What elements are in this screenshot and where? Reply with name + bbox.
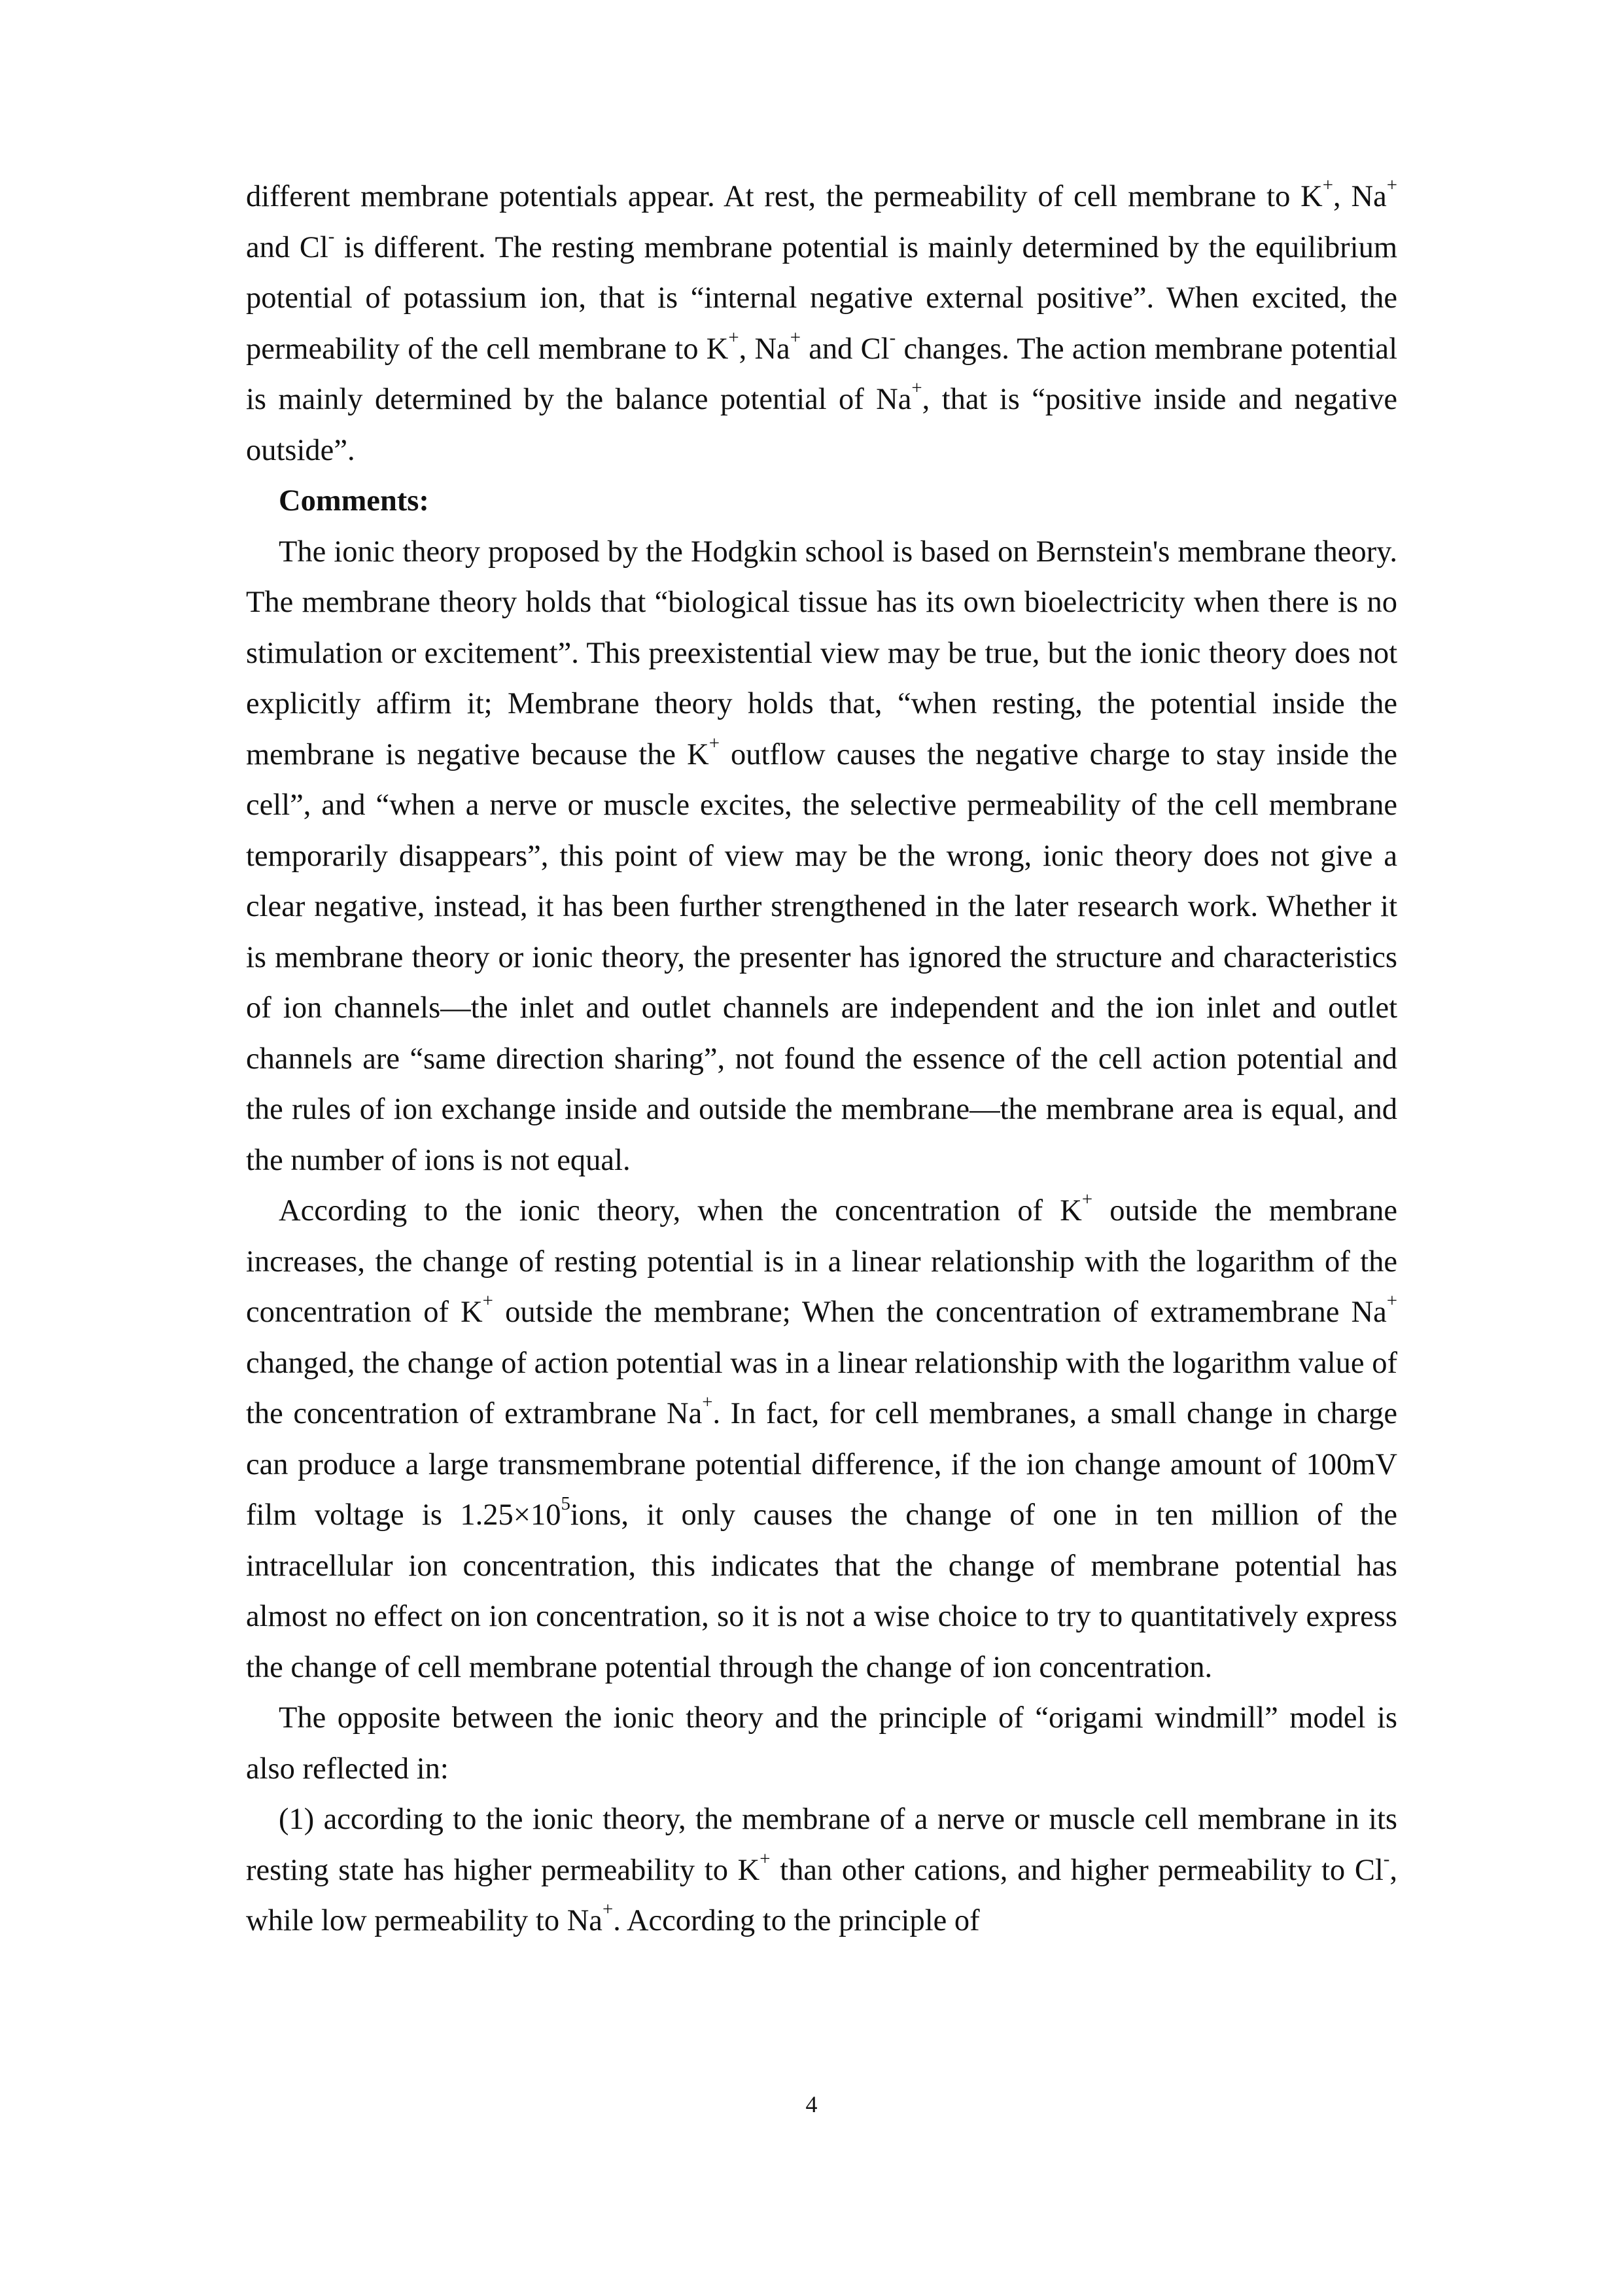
- text-run: , Na: [1333, 180, 1387, 213]
- paragraph-origami-windmill-opposite: The opposite between the ionic theory and the principle of “origami windmill” model is also reflected in:: [246, 1701, 1397, 1786]
- superscript-charge: +: [759, 1848, 771, 1869]
- text-run: than other cations, and higher permeability to Cl: [770, 1853, 1384, 1887]
- text-run: and Cl: [246, 230, 328, 264]
- text-run: , that is “positive inside and negative outside”.: [246, 383, 1397, 467]
- text-run: . In fact, for cell membranes, a small change in charge can produce a large transmembrane potential difference, if the ion change amount of 100mV film voltage is 1.25×10: [246, 1397, 1397, 1532]
- text-run: According to the ionic theory, when the concentration of K: [279, 1194, 1082, 1227]
- text-run: changes. The action membrane potential is mainly determined by the balance potential of Na: [246, 332, 1397, 416]
- text-run: (1) according to the ionic theory, the membrane of a nerve or muscle cell membrane in its resting state has higher permeability to K: [246, 1803, 1397, 1887]
- text-run: and Cl: [800, 332, 890, 366]
- superscript-charge: -: [889, 327, 896, 348]
- text-run: . According to the principle of: [613, 1904, 980, 1937]
- page-number: 4: [805, 2091, 818, 2117]
- superscript-charge: +: [1322, 174, 1334, 196]
- text-run: , while low permeability to Na: [246, 1853, 1397, 1937]
- text-run: changed, the change of action potential was in a linear relationship with the logarithm value of the concentration of extrambrane Na: [246, 1346, 1397, 1430]
- paragraph-ionic-theory-origin-text: The ionic theory proposed by the Hodgkin school is based on Bernstein's membrane theory. The membrane theory holds that “biological tissue has its own bioelectricity when there is no stimulation or excitement”. This preexistential view may be true, but the ionic theory does not explicitly affirm it; Membrane theory holds that, “when resting, the potential inside the membrane is negative because the K: [246, 535, 1397, 771]
- superscript-charge: +: [1386, 174, 1397, 196]
- paragraph-concentration-logarithm: [246, 1186, 1397, 1693]
- paragraph-ionic-theory-origin-tail: outflow causes the negative charge to stay inside the cell”, and “when a nerve or muscle excites, the selective permeability of the cell membrane temporarily disappears”, this point of view may be the wrong, ionic theory does not give a clear negative, instead, it has been further strengthened in the later research work. Whether it is membrane theory or ionic theory, the presenter has ignored the structure and characteristics of ion channels—the inlet and outlet channels are independent and the ion inlet and outlet channels are “same direction sharing”, not found the essence of the cell action potential and the rules of ion exchange inside and outside the membrane—the membrane area is equal, and the number of ions is not equal.: [246, 737, 1397, 1177]
- superscript-charge: -: [1383, 1848, 1390, 1869]
- superscript-charge: +: [728, 327, 739, 348]
- superscript-charge: +: [702, 1391, 713, 1413]
- superscript-charge: +: [602, 1898, 614, 1920]
- superscript-charge: 5: [561, 1492, 570, 1514]
- text-run: ions, it only causes the change of one in ten million of the intracellular ion concentration, this indicates that the change of membrane potential has almost no effect on ion concentration, so it is not a wise choice to try to quantitatively express the change of cell membrane potential through the change of ion concentration.: [246, 1498, 1397, 1684]
- text-run: outside the membrane increases, the change of resting potential is in a linear relationship with the logarithm of the concentration of K: [246, 1194, 1397, 1329]
- text-run: , Na: [739, 332, 790, 366]
- paragraph-ionic-theory-origin: [246, 527, 1397, 1186]
- superscript-charge: +: [1081, 1188, 1093, 1210]
- paragraph-membrane-potentials: [246, 171, 1397, 476]
- superscript-charge: +: [911, 377, 922, 398]
- document-body: [246, 171, 1397, 1947]
- text-run: outside the membrane; When the concentration of extramembrane Na: [493, 1296, 1387, 1329]
- superscript-charge: -: [328, 225, 335, 247]
- text-run: different membrane potentials appear. At rest, the permeability of cell membrane to K: [246, 180, 1323, 213]
- paragraph-point-one: [246, 1794, 1397, 1947]
- text-run: is different. The resting membrane potential is mainly determined by the equilibrium potential of potassium ion, that is “internal negative external positive”. When excited, the permeability of the cell membrane to K: [246, 230, 1397, 366]
- superscript-charge: +: [1386, 1290, 1397, 1311]
- superscript-charge: +: [708, 732, 720, 754]
- comments-heading: Comments:: [279, 484, 429, 518]
- superscript-charge: +: [790, 327, 801, 348]
- superscript-charge: +: [482, 1290, 493, 1311]
